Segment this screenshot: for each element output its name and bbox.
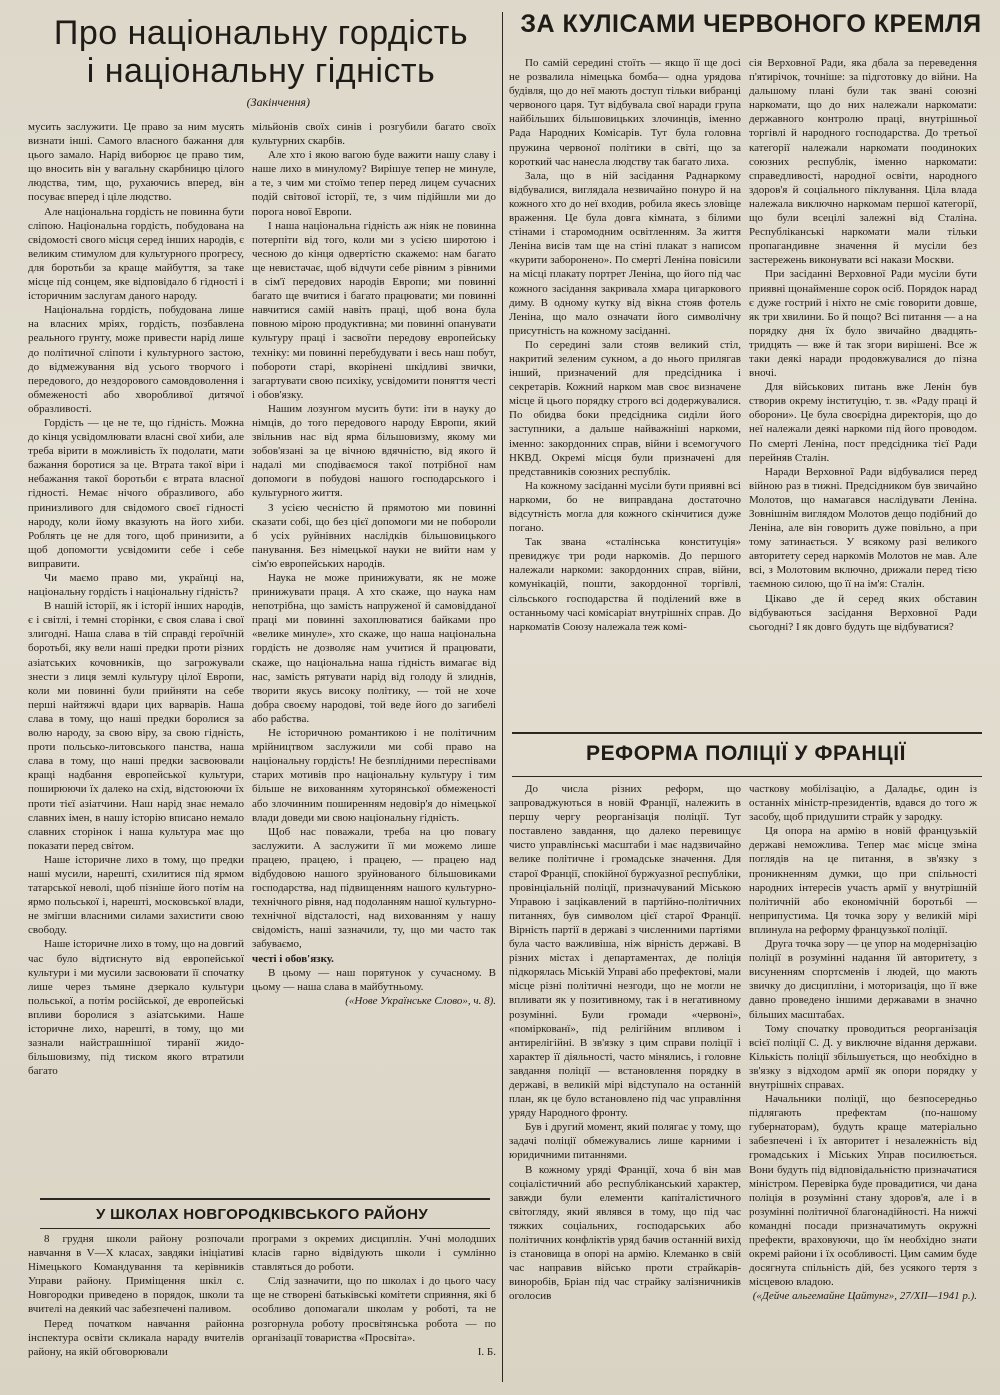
article1-column-1 [28,120,244,1182]
paragraph: Наше історичне лихо в тому, що на довгий час було відтиснуто від европейської культури і ми мусили засвоювати її спочатку лише через тьмяне дзеркало культури польської, а потім російської, де европейські впливи боролися з азіатськими. Наше історичне лихо, нарешті, в тому, що ми зазнали найстрашнішої тиранії жидо-більшовизму, під тиском якого втратили багато [28,938,244,1078]
article4-column-2 [252,1232,496,1390]
article-title-national-pride [22,14,500,90]
paragraph: сія Верховної Ради, яка дбала за переведення п'ятирічок, точніше: за підготовку до війни. На дальшому плані були так звані союзні наркомати, що до них належали наркомати: державного контролю праці, внутрішньої торгівлі й народного господарства. До третьої категорії належали наркомати поодиноких союзних республік, іменно наркомати: справедливості, народної освіти, народного здоров'я й соціального піклування. Ціла влада належала виключно наркомам першої категорії, що були всецілі залежні від Сталіна. Республіканські наркомати мали тільки пропагандивне значення й мусіли без застережень виконувати всі накази Москви. [749,57,977,267]
paragraph: Наука не може принижувати, як не може принижувати праця. А хто скаже, що наука нам непотрібна, що замість напруженої й самовідданої праці ми повинні захоплюватися байками про «велике минуле», хто скаже, що наша національна гордість не дозволяє нам учитися й працювати, скаже, що національна наша гідність вимагає від нас, замість рятувати нарід від голоду й злиднів, творити якусь високу політику, — той не хоче добра своєму народові, той веде його до загибелі або рабства. [252,572,496,725]
paragraph: В нашій історії, як і історії інших народів, є і світлі, і темні сторінки, є своя слава і свої злигодні. Наша слава в тій справді героїчній боротьбі, яку вели наші предки проти різних азіатських кочовників, що загрожували знести з лиця землі культуру цілої Европи, коли ми повинні були прийняти на себе перші найтяжчі вдари цих варварів. Наша слава в тому, що наші предки боролися за волю народу, за свою віру, за свою гідність, проти польсько-литовського панства, наша слава в тому, що наші предки засвоювали кращі надбання европейської культури, поширюючи їх далеко на схід, відстоюючи їх проти тієї азіатчини. Наш нарід знає немало славних імен, в нашу історію вписано немало славних сторінок і наша культура має що показати перед світом. [28,600,244,852]
paragraph: При засіданні Верховної Ради мусіли бути приявні щонайменше сорок осіб. Порядок нарад є дуже гострий і ніхто не сміє говорити довше, як три хвилини. Бо й пощо? Всі питання — а на порядку дня їх було звичайно двадцять-тридцять — вже й так згори вирішені. Все ж таки деякі наради продовжувалися до пізна вночі. [749,268,977,380]
article4-column-1 [28,1232,244,1390]
column-divider [502,12,503,1382]
paragraph: Цікаво ,де й серед яких обставин відбуваються засідання Верховної Ради сьогодні? І як довго будуть ще відбуватися? [749,592,977,633]
police-bottom-rule [512,776,982,777]
paragraph: Ця опора на армію в новій французькій державі неможлива. Тепер має місце зміна поглядів на це питання, в зв'язку з проникненням думки, що при спільності народних інтересів участь армії у внутрішній політичній або економічній боротьбі — неприпустима. Ця точка зору у великій мірі вплинула на реформу французької поліції. [749,825,977,936]
title-line-2: і національну гідність [86,52,436,90]
paragraph: По середині зали стояв великий стіл, накритий зеленим сукном, а до нього прилягав інший, призначений для предсідника і секретарів. Кожний нарком мав своє визначене місце й цього порядку строго всі додержувалися. По обидва боки предсідника сиділи його заступники, а дальше найважніші наркоми, іменно: закордонних справ, війни і всемогучого НКВД. Окремі місця були призначені для представників союзних республік. [509,338,741,478]
schools-top-rule [40,1198,490,1200]
paragraph: Зала, що в ній засідання Раднаркому відбувалися, виглядала незвичайно понуро й на кожного хто до неї входив, робила якесь зловіще враження. Це була довга кімната, з білими стінами і старомодним освітленням. За життя Леніна висів там ще на стіні плакат з написом «курити заборонено». По смерті Леніна повісили на місці плакату портрет Леніна, що його під час кожного засідання закривала хмара цигаркового диму. В одному кутку від вікна стояв фотель Леніна, що мало означати його символічну присутність на кожному засіданні. [509,169,741,337]
article3-source: («Дейче альгемайне Цайтунг», 27/XII—1941 р.). [752,1290,977,1303]
title-line-1: Про національну гордість [53,14,469,52]
article2-column-1 [509,56,741,716]
paragraph: Але національна гордість не повинна бути сліпою. Національна гордість, побудована на свідомості свого місця серед інших народів, є великим стимулом для культурного прогресу, для боротьби за краще майбуття, за таке місце під сонцем, яке відповідало б гідності і історичним заслугам даного народу. [28,205,244,303]
paragraph: Не історичною романтикою і не політичним мрійництвом заслужили ми собі право на національну гордість! Не безплідними переспівами старих мотивів про національну культуру і тим більше не вихованням хуторянської обмеженості або злочинним поширенням недовір'я до німецької влади доведи ми свою національну гідність. [252,727,496,824]
article2-column-2 [749,56,977,726]
article3-column-1 [509,782,741,1388]
article-title-schools: У ШКОЛАХ НОВГОРОДКІВСЬКОГО РАЙОНУ [95,1206,428,1223]
paragraph: Наше історичне лихо в тому, що предки наші мусили, нарешті, схилитися під ярмом татарської неволі, щоб пізніше його потім на ярмо польської і, нарешті, московської влади, не змігши власними силами захистити свою свободу. [28,853,244,937]
paragraph: Тому спочатку проводиться реорганізація всієї поліції С. Д. у виключне відання держави. Кількість поліції збільшується, що необхідно в зв'язку з відходом армії як опори порядку у внутрішніх справах. [749,1022,977,1091]
paragraph: Начальники поліції, що безпосередньо підлягають префектам (по-нашому губернаторам), будуть краще матеріально забезпечені і їх авторитет і незалежність від громадських і Міських Управ посилюється. Вони будуть під відповідальністю призначатися міністром. Перевірка буде провадитися, чи дана поліція в розумінні стану здоров'я, але і в розумінні політичної благонадійності. На нижчі командні посади призначатимуть окружні префекти, враховуючи, що їм необхідно знати окремі райони і їх особливості. Цим самим буде досягнута спільність дій, без усякого тертя з місцевою владою. [749,1093,977,1289]
paragraph: Наради Верховної Ради відбувалися перед війною раз в тижні. Предсідником був звичайно Молотов, що намагався наслідувати Леніна. Зовнішнім виглядом Молотов дещо подібний до Леніна, але він говорить дуже повільно, а при тому затинається. У всякому разі великого авторитету серед наркомів Молотов не мав. Але всі, з Молотовим включно, дрижали перед тією таємною силою, що її на ім'я: Сталін. [749,465,977,591]
continuation-note: (Закінчення) [246,95,310,109]
article-title-police-reform: РЕФОРМА ПОЛІЦІЇ У ФРАНЦІЇ [585,742,907,765]
paragraph: часткову мобілізацію, а Даладьє, один із останніх міністр-президентів, вдався до того ж засобу, щоб придушити страйк у зародку. [749,783,977,824]
paragraph: Перед початком навчання районна інспектура освіти скликала нараду вчителів району, на якій обговорювали [28,1317,244,1358]
paragraph: програми з окремих дисциплін. Учні молодших класів гарно відвідують школи і сумлінно ставляться до роботи. [252,1233,496,1274]
paragraph: Для військових питань вже Ленін був створив окрему інституцію, т. зв. «Раду праці й оборони». Це була своєрідна директорія, що до неї належали деякі наркоми під його проводом. По смерті Леніна, пост предсідника тієї Ради перейняв Сталін. [749,381,977,464]
paragraph: По самій середині стоїть — якщо її ще досі не розвалила німецька бомба— одна урядова будівля, що до неї мають доступ тільки вибранці червоного царя. Тут відбувала свої наради група найбільших більшовицьких злочинців, іменно Рада Народних Комісарів. Тут була головна пружина червоної політики в світі, що за короткий час нанесла людству так багато лиха. [509,57,741,168]
article4-signature: І. Б. [477,1345,496,1358]
paragraph: І наша національна гідність аж ніяк не повинна потерпіти від того, коли ми з усією широтою і чесною до кінця одвертістю скажемо: нам багато ще невистачає, щоб відчути себе рівним з рівними в сім'ї передових народів Европи; ми повинні багато ще вчитися і багато працювати; ми повинні навчитися самій навіть праці, щоб вона була повною мірою продуктивна; ми повинні опанувати культуру праці і засвоїти передову европейську техніку: ми повинні перебудувати і весь наш побут, побороти старі, вкорінені шкідливі звички, загартувати свою психіку, усвідомити поняття честі і обов'язку. [252,219,496,401]
article3-column-2 [749,782,977,1388]
paragraph: Слід зазначити, що по школах і до цього часу ще не створені батьківські комітети сприяння, які б особливо допомагали школам у роботі, та не розгорнула роботу просвітянська робота — по організації товариства «Просвіта». [252,1275,496,1344]
paragraph: Національна гордість, побудована лише на власних мріях, гордість, позбавлена реального грунту, може привести нарід лише до політичної сліпоти і культурного застою, до відмежування від усього творчого і передового, до нездорового самовдоволення і обмеженості або хворобливої дитячої образливості. [28,304,244,415]
police-top-rule [512,732,982,734]
paragraph: Був і другий момент, який полягає у тому, що задачі поліції обмежувались лише карними і юридичними питаннями. [509,1121,741,1162]
article1-source: («Нове Українське Слово», ч. 8). [345,994,496,1007]
paragraph: В кожному уряді Франції, хоча б він мав соціалістичний або республіканський характер, завжди були елементи капіталістичного світогляду, який являвся в тому, що під час тяжких соціальних, господарських або політичних конфліктів уряд бачив останній вихід із становища в опорі на армію. Клеманко в свій час направив військо проти страйкарів-виноробів, Бріан під час страйку залізничників оголосив [509,1163,741,1303]
paragraph: честі і обов'язку. [252,952,334,965]
paragraph: Але хто і якою вагою буде важити нашу славу і наше лихо в минулому? Вирішуе тепер не минуле, а те, з чим ми стоїмо тепер перед лицем сучасних подій світової історії, те, з чим підійшли ми до порога нової Европи. [252,149,496,218]
paragraph: Так звана «сталінська конституція» превиджує три роди наркомів. До першого належали наркоми: закордонних справ, війни, комунікацій, пошти, закордонної торгівлі, сільського господарства й поділений вже в останньому часі комісаріат внутрішніх справ. До наркоматів Союзу належала теж комі- [509,536,741,633]
paragraph: мільйонів своїх синів і розгубили багато своїх культурних скарбів. [252,121,496,148]
paragraph: Гордість — це не те, що гідність. Можна до кінця усвідомлювати власні свої хиби, але треба вірити в можливість їх подолати, мати бажання боротися за це. Втрата такої віри і небажання такої боротьби є втрата власної гідності. Немає нічого образливого, або принизливого для свідомого своєї гідності народу, коли йому вказують на його хиби. Роблять це не для того, щоб принизити, а щоб допомогти усвідомити себе і себе виправити. [28,416,244,570]
paragraph: З усією чесністю й прямотою ми повинні сказати собі, що без цієї допомоги ми не побороли б усіх руйнівних наслідків більшовицького панування. Без німецької науки не вийти нам у сім'ю европейських народів. [252,501,496,570]
paragraph: На кожному засіданні мусіли бути приявні всі наркоми, бо не виправдана достаточно відсутність могла для кожного скінчитися дуже погано. [509,479,741,535]
schools-bottom-rule [40,1228,490,1229]
paragraph: 8 грудня школи району розпочали навчання в V—X класах, завдяки ініціативі Німецького Командування та керівників Управи району. Приміщення шкіл с. Новгородки приведено в порядок, школи та вчителі на деякий час забезпечені паливом. [28,1233,244,1316]
paragraph: Нашим лозунгом мусить бути: іти в науку до німців, до того передового народу Европи, який звільнив нас від ярма більшовизму, якому ми зобов'язані за це вічною вдячністю, від якого й надалі ми сподіваємося такої потрібної нам допомоги в побудові нашого господарського і культурного життя. [252,402,496,500]
paragraph: мусить заслужити. Це право за ним мусять визнати інші. Самого власного бажання для цього замало. Нарід виборює це право тим, що вносить він у вагальну скарбницю цілого людства, тим, що, рухаючись вперед, він посуває вперед і ціле людство. [28,121,244,204]
paragraph: Щоб нас поважали, треба на цю повагу заслужити. А заслужити її ми можемо лише працею, працею, і працею, — працею над відбудовою нашого зруйнованого більшовиками господарства, над підвищенням нашого культурно-технічного рівня, над подоланням нашої культурно-технічної відсталості, над вихованням у нашу свідомість, наші зазначили, ту, що ми часто так забуваємо, [252,825,496,951]
article1-column-2 [252,120,496,1192]
paragraph: Друга точка зору — це упор на модернізацію поліції в розумінні надання їй авторитету, з висуненням спортсменів і людей, що мають звичку до дисципліни, і моторизація, що її вже давно проведено іншими державами в значно більших масштабах. [749,938,977,1021]
paragraph: Чи маємо право ми, українці на, національну гордість і національну гідність? [28,572,244,599]
article-title-kremlin: ЗА КУЛІСАМИ ЧЕРВОНОГО КРЕМЛЯ [520,10,982,38]
paragraph: До числа різних реформ, що запроваджуються в новій Франції, належить в першу чергу реорганізація поліції. Тут поставлено завдання, що далеко перевищує чисто управлінські масштаби і має надзвичайно велике політичне і громадське значення. Для старої Франції, спокійної буржуазної республіки, провінціальній поліції, призначуваний Міською Управою і зацікавлений в партійно-політичних питаннях, був символом цієї старої Франції. Вірність партії в державі з численними партіями була часто важливіша, ніж вірність державі. В різних містах і департаментах, де поліція підкорялась Міській Управі або префектові, мали місце різні політичні незгоди, що не могли не впливати як у позитивному, так і в негативному розумінні. Були громади «червоні», «поміркованї», під релігійним впливом і антирелігійні. В зв'язку з цим справи поліції і характер її діяльності, часто мінялись, і головне завдання поліції — встановлення порядку в державі, в великій мірі відступало на останній план, як це було встановлено під час управління уряду Народного фронту. [509,783,741,1120]
paragraph: В цьому — наш порятунок у сучасному. В цьому — наша слава в майбутньому. [252,966,496,993]
